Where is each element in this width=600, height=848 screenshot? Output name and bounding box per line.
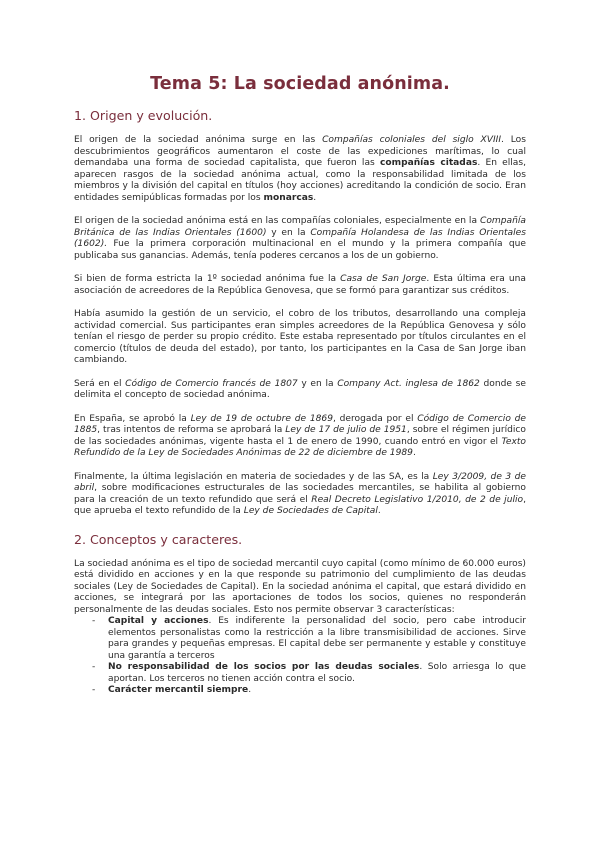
paragraph-5 — [74, 379, 526, 402]
paragraph-7 — [74, 472, 526, 518]
italic-run: Ley de Sociedades de Capital — [243, 506, 378, 516]
italic-run: Casa de San Jorge — [340, 274, 427, 284]
paragraph-8: La sociedad anónima es el tipo de sociedad mercantil cuyo capital (como mínimo de 60.000 euros) está dividido en acciones y en la que responde su patrimonio del cumplimiento de las deudas sociales (Ley de Sociedades de Capital). En la sociedad anónima el capital, que estará dividido en acciones, se integrará por las aportaciones de todos los socios, quienes no responderán personalmente de las deudas sociales. Esto nos permite observar 3 características: — [74, 558, 526, 615]
section-2-heading: 2. Conceptos y caracteres. — [74, 531, 243, 547]
page-title: Tema 5: La sociedad anónima. — [150, 74, 450, 94]
text-run: , sobre modificaciones estructurales de las sociedades mercantiles, se habilita al gobierno para la creación de un texto refundido que será el — [74, 483, 526, 505]
text-run: , sobre el régimen jurídico de las sociedades anónimas, vigente hasta el 1 de enero de 1990, cuando entró en vigor el — [74, 425, 526, 447]
italic-run: Company Act. inglesa de 1862 — [337, 378, 480, 389]
italic-run: Ley de 19 de octubre de 1869 — [190, 413, 333, 424]
text-run: . Los descubrimientos geográficos aumentaron el coste de las expediciones marítimas, lo cual demandaba una forma de sociedad capitalista, que fueron las — [74, 135, 526, 168]
text-run: Finalmente, la última legislación en materia de sociedades y de las SA, es la — [74, 471, 433, 482]
text-run: El origen de la sociedad anónima está en las compañías coloniales, especialmente en la — [74, 216, 481, 226]
characteristics-list — [74, 616, 526, 697]
text-run: donde se delimita el concepto de sociedad anónima. — [74, 378, 526, 400]
text-run: y en la — [266, 227, 311, 238]
text-run: , que aprueba el texto refundido de la — [74, 494, 526, 516]
bold-run: No responsabilidad de los socios por las deudas sociales — [108, 662, 420, 672]
bullet-dash: - — [92, 662, 96, 672]
text-run: El origen de la sociedad anónima surge en las — [74, 135, 323, 145]
text-run: . Es indiferente la personalidad del socio, pero cabe introducir elementos personalistas como la restricción a la libre transmisibilidad de acciones. Sirve para grandes y pequeñas empresas. El capital debe ser permanente y estable y constituye una garantía a terceros — [108, 616, 526, 661]
text-run: Fue la primera corporación multinacional en el mundo y la primera compañía que publicaba sus ganancias. Además, tenía poderes cercanos a los de un gobierno. — [74, 239, 526, 261]
bold-run: Carácter mercantil siempre — [108, 685, 249, 695]
text-run: Si bien de forma estricta la 1º sociedad anónima fue la — [74, 274, 341, 284]
paragraph-4: Había asumido la gestión de un servicio, el cobro de los tributos, desarrollando una compleja actividad comercial. Sus participantes eran simples acreedores de la República Genovesa y sólo tenían el riesgo de perder su propio crédito. Este estaba representado por títulos circulantes en el comercio (títulos de deuda del estado), por tanto, los participantes en la Casa de San Jorge iban cambiando. — [74, 309, 526, 365]
text-run: Será en el — [74, 378, 126, 389]
italic-run: Texto Refundido de la Ley de Sociedades Anónimas de 22 de diciembre de 1989 — [74, 436, 526, 458]
italic-run: Código de Comercio de 1885 — [74, 413, 527, 435]
text-run: . — [377, 506, 381, 516]
italic-run: Ley de 17 de julio de 1951 — [285, 425, 407, 435]
italic-run: Compañías coloniales del siglo XVIII — [322, 135, 502, 145]
text-run: . En ellas, aparecen rasgos de la sociedad anónima actual, como la responsabilidad limitada de los miembros y la división del capital en títulos (hoy acciones) acreditando la condición de socio. Eran entidades semipúblicas formadas por los — [74, 158, 526, 203]
list-item — [92, 685, 526, 697]
bold-run: monarcas — [263, 192, 314, 203]
text-run: y en la — [297, 378, 338, 389]
text-run: . Solo arriesga lo que aportan. Los terceros no tienen acción contra el socio. — [108, 662, 527, 684]
italic-run: Código de Comercio francés de 1807 — [125, 378, 298, 389]
text-run: . — [248, 685, 252, 695]
text-run: . Esta última era una asociación de acreedores de la República Genovesa, que se formó para garantizar sus créditos. — [74, 274, 526, 296]
paragraph-1 — [74, 135, 526, 204]
bullet-dash: - — [92, 685, 96, 695]
italic-run: Real Decreto Legislativo 1/2010, de 2 de julio — [311, 494, 524, 505]
italic-run: Compañía Británica de las Indias Orientales (1600) — [74, 216, 526, 238]
italic-run: Ley 3/2009, de 3 de abril — [74, 471, 526, 493]
paragraph-6 — [74, 414, 526, 460]
list-item — [92, 662, 527, 685]
text-run: En España, se aprobó la — [74, 413, 191, 424]
text-run: . — [313, 192, 317, 203]
text-run: , tras intentos de reforma se aprobará la — [97, 425, 286, 435]
text-run: , derogada por el — [332, 413, 418, 424]
paragraph-2 — [74, 216, 526, 262]
section-1-heading: 1. Origen y evolución. — [74, 108, 213, 123]
text-run: . — [412, 448, 416, 458]
bold-run: compañías citadas — [379, 158, 478, 168]
bold-run: Capital y acciones — [108, 616, 209, 626]
paragraph-3 — [74, 274, 526, 297]
italic-run: Compañía Holandesa de las Indias Orientales (1602). — [74, 227, 526, 249]
list-item — [92, 616, 526, 662]
bullet-dash: - — [92, 616, 96, 626]
